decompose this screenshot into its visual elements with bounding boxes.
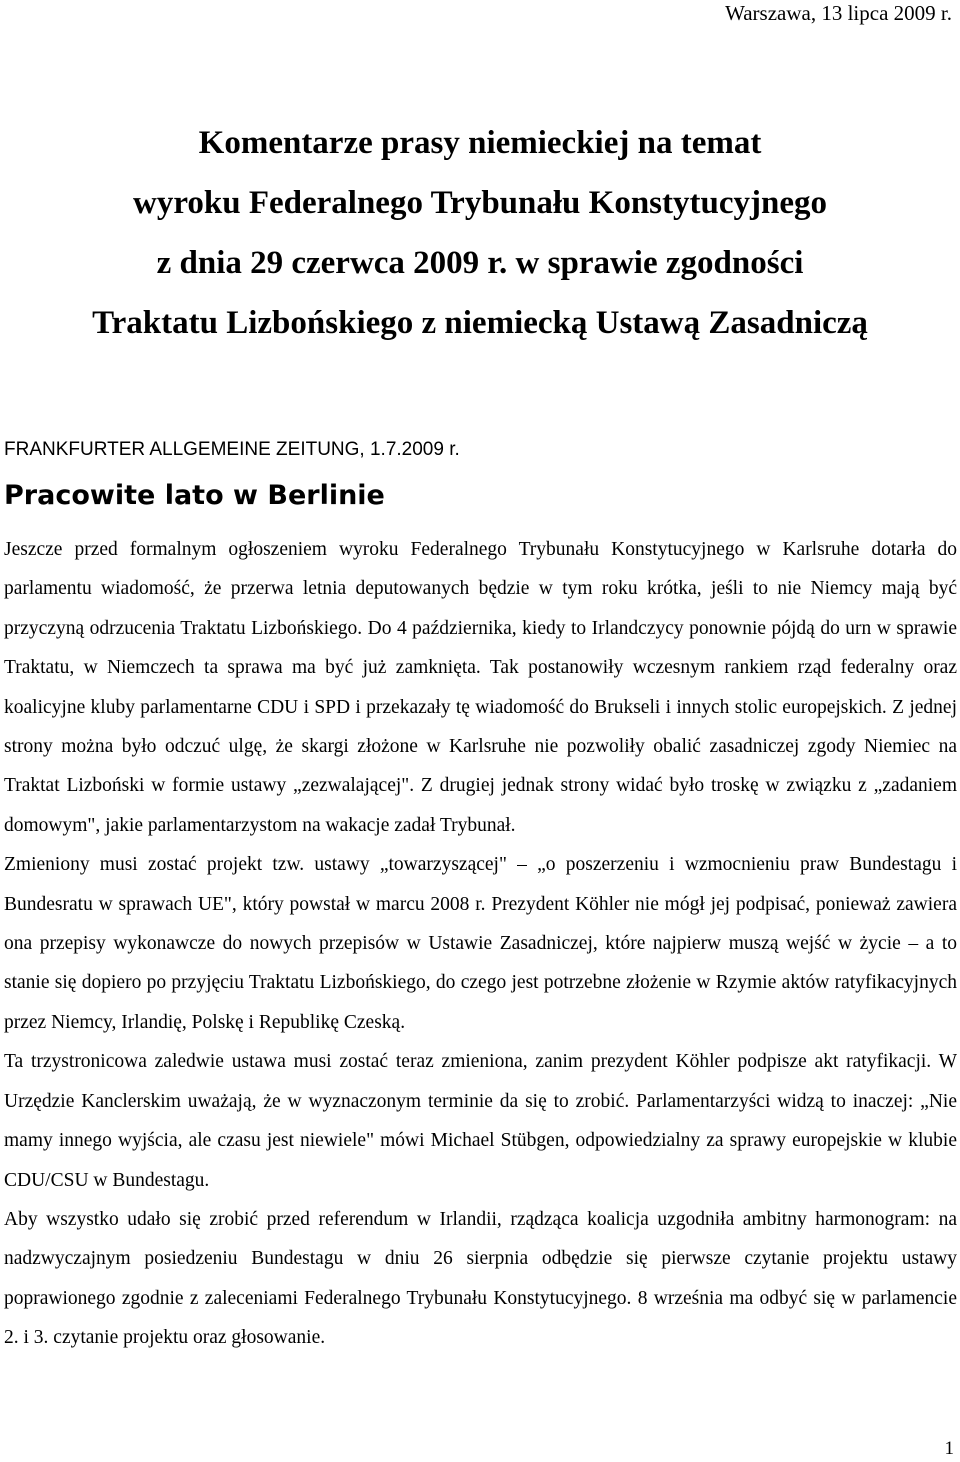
article-body xyxy=(4,530,957,1358)
document-title xyxy=(0,113,960,353)
article-source: FRANKFURTER ALLGEMEINE ZEITUNG, 1.7.2009 r. xyxy=(4,439,460,460)
article-headline: Pracowite lato w Berlinie xyxy=(4,480,385,511)
body-paragraph: Zmieniony musi zostać projekt tzw. ustawy „towarzyszącej" – „o poszerzeniu i wzmocnieniu praw Bundestagu i Bundesratu w sprawach UE", który powstał w marcu 2008 r. Prezydent Köhler nie mógł jej podpisać, ponieważ zawiera ona przepisy wykonawcze do nowych przepisów w Ustawie Zasadniczej, które najpierw muszą wejść w życie – a to stanie się dopiero po przyjęciu Traktatu Lizbońskiego, do czego jest potrzebne złożenie w Rzymie aktów ratyfikacyjnych przez Niemcy, Irlandię, Polskę i Republikę Czeską. xyxy=(4,854,957,1033)
body-paragraph: Ta trzystronicowa zaledwie ustawa musi zostać teraz zmieniona, zanim prezydent Köhler podpisze akt ratyfikacji. W Urzędzie Kanclerskim uważają, że w wyznaczonym terminie da się to zrobić. Parlamentarzyści widzą to inaczej: „Nie mamy innego wyjścia, ale czasu jest niewiele" mówi Michael Stübgen, odpowiedzialny za sprawy europejskie w klubie CDU/CSU w Bundestagu. xyxy=(4,1051,957,1191)
document-date: Warszawa, 13 lipca 2009 r. xyxy=(725,1,952,25)
page-number: 1 xyxy=(944,1438,954,1459)
body-paragraph: Jeszcze przed formalnym ogłoszeniem wyroku Federalnego Trybunału Konstytucyjnego w Karlsruhe dotarła do parlamentu wiadomość, że przerwa letnia deputowanych będzie w tym roku krótka, jeśli to nie Niemcy mają być przyczyną odrzucenia Traktatu Lizbońskiego. Do 4 października, kiedy to Irlandczycy ponownie pójdą do urn w sprawie Traktatu, w Niemczech ta sprawa ma być już zamknięta. Tak postanowiły wczesnym rankiem rząd federalny oraz koalicyjne kluby parlamentarne CDU i SPD i przekazały tę wiadomość do Brukseli i innych stolic europejskich. Z jednej strony można było odczuć ulgę, że skargi złożone w Karlsruhe nie pozwoliły obalić zasadniczej zgody Niemiec na Traktat Lizboński w formie ustawy „zezwalającej". Z drugiej jednak strony widać było troskę w związku z „zadaniem domowym", jakie parlamentarzystom na wakacje zadał Trybunał. xyxy=(4,539,957,836)
title-line: wyroku Federalnego Trybunału Konstytucyjnego xyxy=(133,185,827,221)
title-line: z dnia 29 czerwca 2009 r. w sprawie zgodności xyxy=(156,245,804,281)
title-line: Komentarze prasy niemieckiej na temat xyxy=(198,125,762,161)
body-paragraph: Aby wszystko udało się zrobić przed referendum w Irlandii, rządząca koalicja uzgodniła ambitny harmonogram: na nadzwyczajnym posiedzeniu Bundestagu w dniu 26 sierpnia odbędzie się pierwsze czytanie projektu ustawy poprawionego zgodnie z zaleceniami Federalnego Trybunału Konstytucyjnego. 8 września ma odbyć się w parlamencie 2. i 3. czytanie projektu oraz głosowanie. xyxy=(4,1208,957,1349)
title-line: Traktatu Lizbońskiego z niemiecką Ustawą Zasadniczą xyxy=(92,305,868,341)
